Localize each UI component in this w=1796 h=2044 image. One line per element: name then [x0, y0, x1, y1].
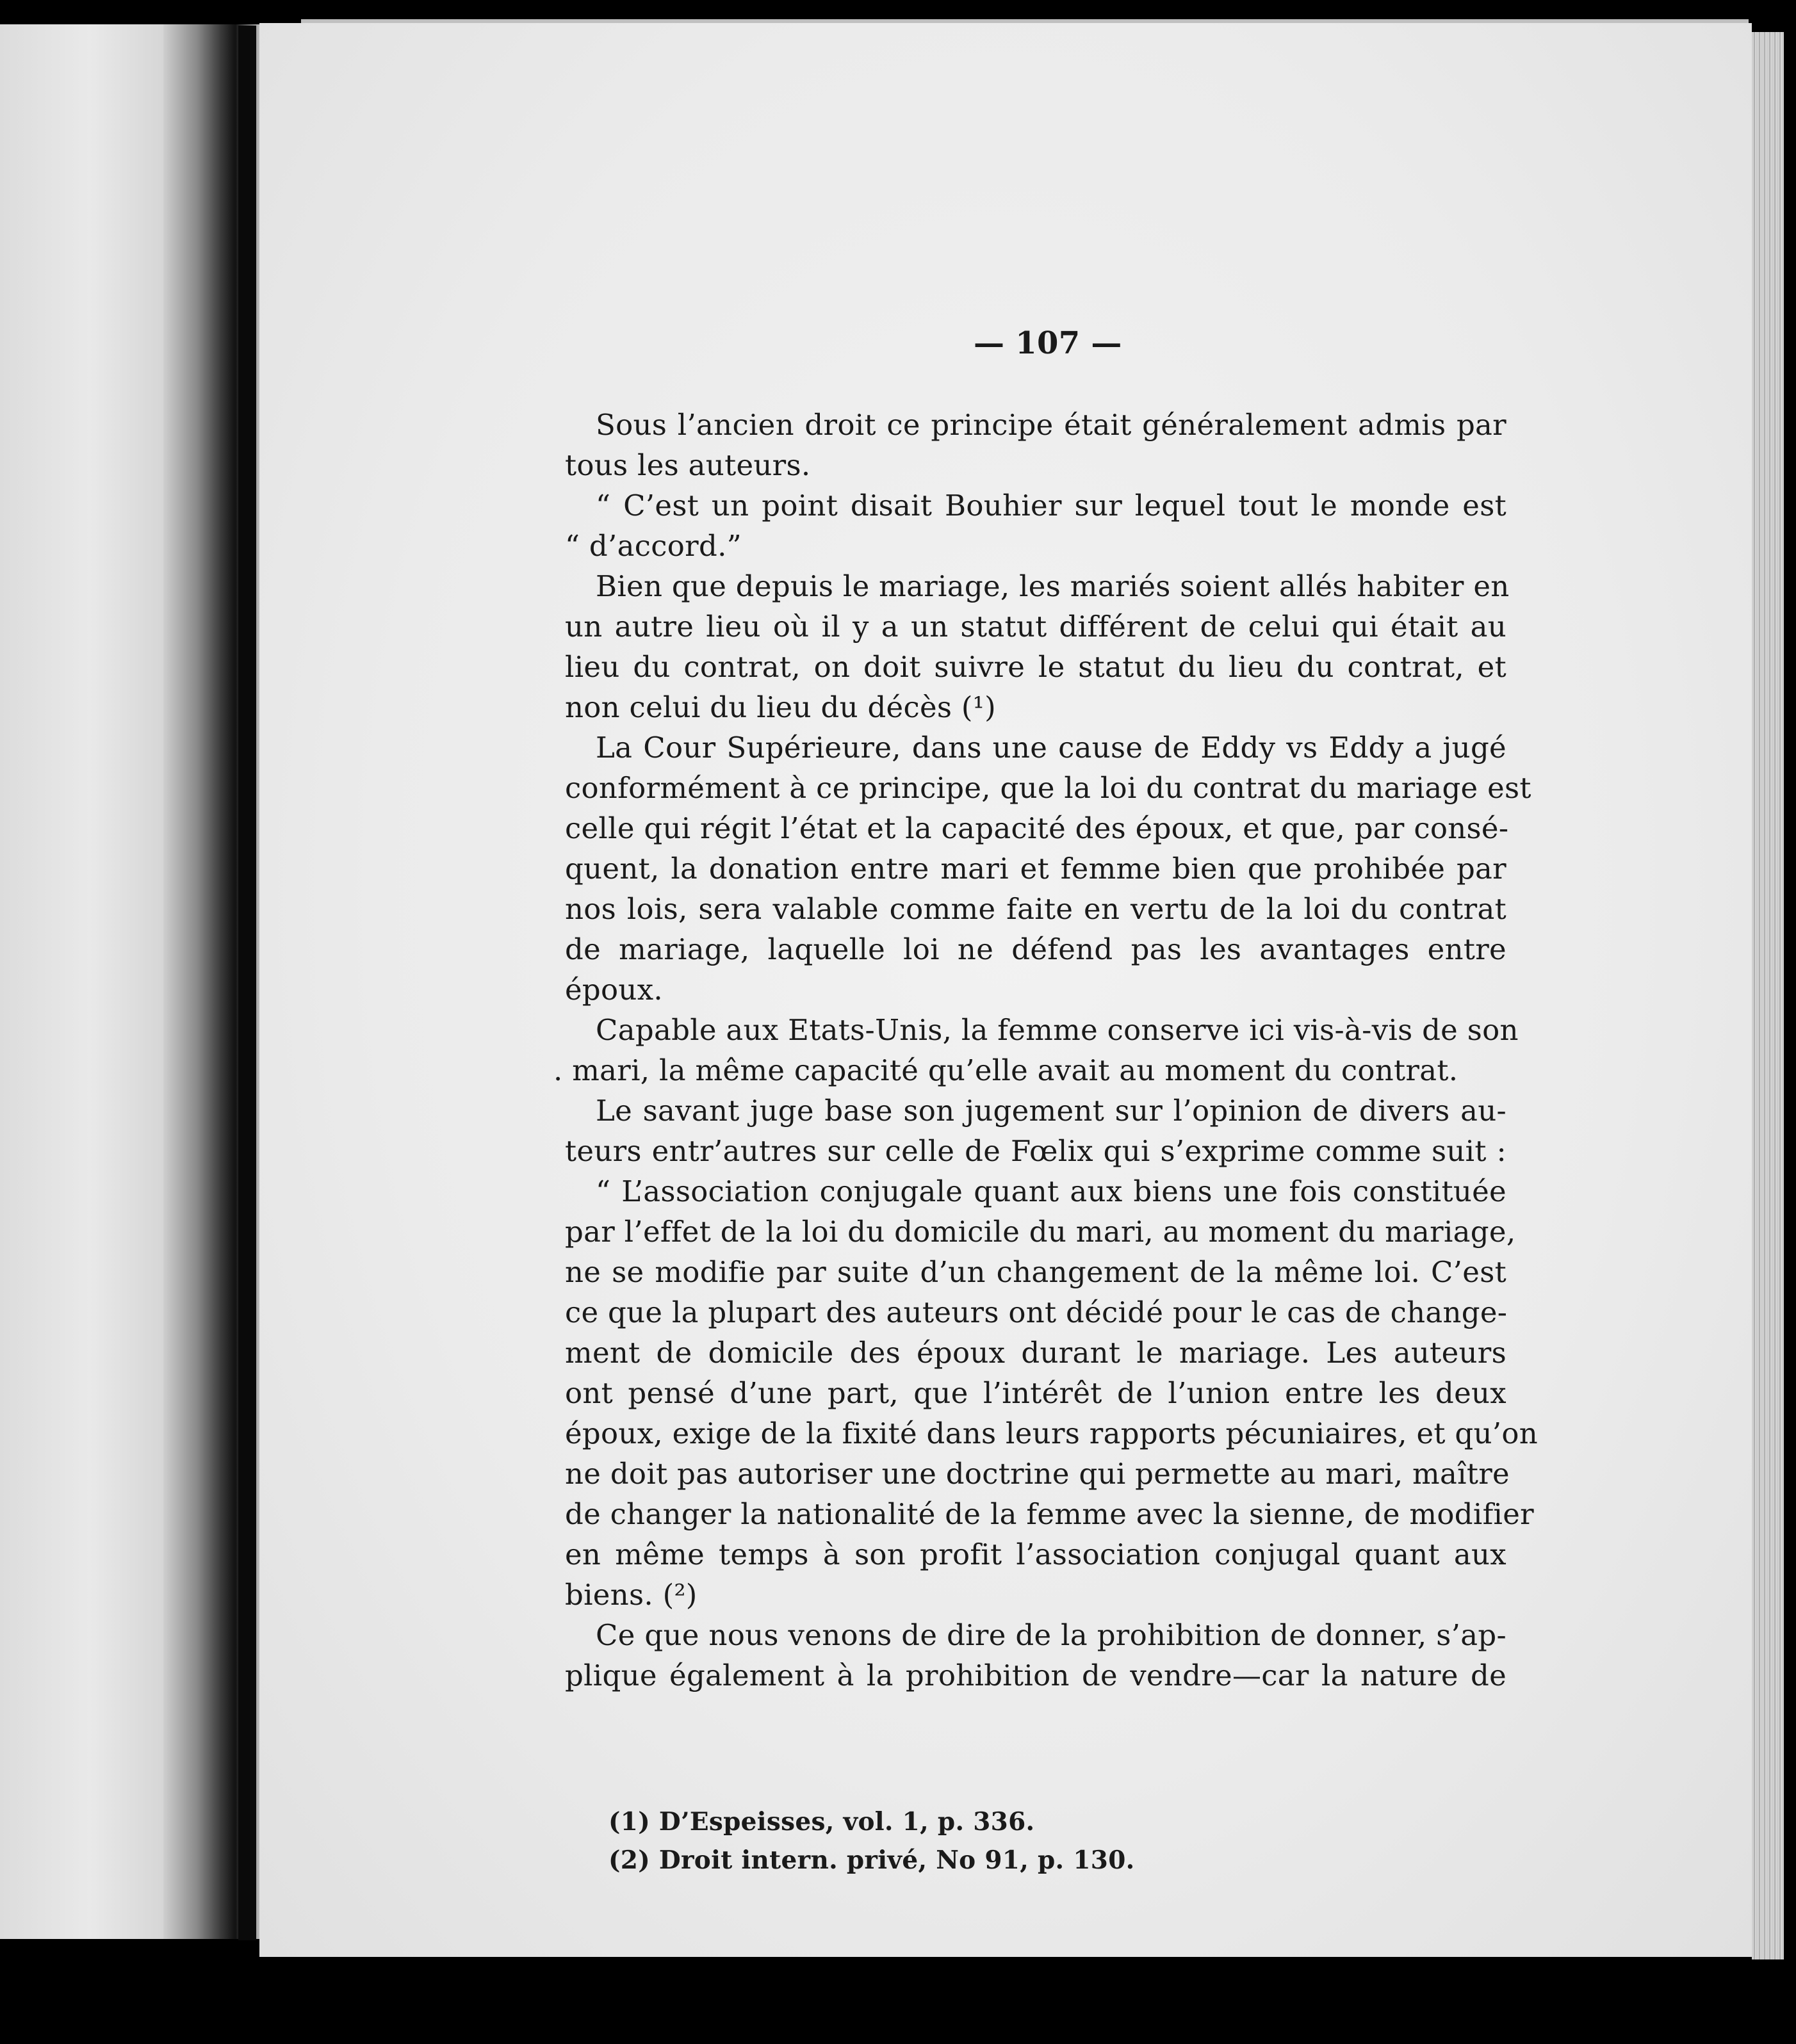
body-line: teurs entr’autres sur celle de Fœlix qui s’exprime comme suit : — [565, 1134, 1506, 1168]
body-line: ne se modifie par suite d’un changement de la même loi. C’est — [565, 1255, 1506, 1289]
body-line: plique également à la prohibition de vendre—car la nature de — [565, 1659, 1506, 1692]
body-line: par l’effet de la loi du domicile du mari, au moment du mariage, — [565, 1215, 1516, 1249]
body-line: ce que la plupart des auteurs ont décidé pour le cas de change- — [565, 1295, 1508, 1329]
body-line: “ d’accord.” — [565, 529, 742, 563]
body-line: époux. — [565, 973, 663, 1007]
body-line: époux, exige de la fixité dans leurs rapports pécuniaires, et qu’on — [565, 1416, 1539, 1450]
body-line: quent, la donation entre mari et femme bien que prohibée par — [565, 852, 1506, 886]
left-blank-page — [0, 24, 163, 1939]
body-line: Bien que depuis le mariage, les mariés soient allés habiter en — [596, 569, 1510, 603]
body-line: ment de domicile des époux durant le mariage. Les auteurs — [565, 1336, 1506, 1370]
body-line: ont pensé d’une part, que l’intérêt de l’union entre les deux — [565, 1376, 1506, 1410]
spine-shadow — [238, 26, 256, 1940]
body-line: de mariage, laquelle loi ne défend pas les avantages entre — [565, 932, 1506, 966]
body-line: de changer la nationalité de la femme avec la sienne, de modifier — [565, 1497, 1534, 1531]
body-line: non celui du lieu du décès (¹) — [565, 690, 996, 724]
footnotes — [608, 1803, 1135, 1879]
body-line: tous les auteurs. — [565, 448, 811, 482]
footnote: (2) Droit intern. privé, No 91, p. 130. — [608, 1845, 1135, 1875]
body-line: Ce que nous venons de dire de la prohibition de donner, s’ap- — [596, 1618, 1506, 1652]
page-number: — 107 — — [974, 325, 1122, 361]
body-text — [553, 405, 1539, 1696]
body-line: La Cour Supérieure, dans une cause de Eddy vs Eddy a jugé — [596, 731, 1506, 765]
body-line: conformément à ce principe, que la loi du contrat du mariage est — [565, 771, 1531, 805]
body-line: “ C’est un point disait Bouhier sur lequel tout le monde est — [596, 489, 1506, 523]
body-line: Le savant juge base son jugement sur l’opinion de divers au- — [596, 1094, 1506, 1128]
body-line: celle qui régit l’état et la capacité des époux, et que, par consé- — [565, 811, 1509, 845]
body-line: lieu du contrat, on doit suivre le statut du lieu du contrat, et — [565, 650, 1506, 684]
body-line: un autre lieu où il y a un statut différent de celui qui était au — [565, 610, 1506, 644]
body-line: biens. (²) — [565, 1578, 698, 1612]
body-line: Capable aux Etats-Unis, la femme conserve ici vis-à-vis de son — [596, 1013, 1519, 1047]
body-line: Sous l’ancien droit ce principe était généralement admis par — [596, 408, 1506, 442]
right-page-edges — [1752, 32, 1784, 1959]
body-line: en même temps à son profit l’association conjugal quant aux — [565, 1537, 1506, 1571]
body-line: nos lois, sera valable comme faite en vertu de la loi du contrat — [565, 892, 1506, 926]
body-line: . mari, la même capacité qu’elle avait au moment du contrat. — [553, 1053, 1458, 1087]
body-line: “ L’association conjugale quant aux biens une fois constituée — [596, 1174, 1506, 1208]
body-line: ne doit pas autoriser une doctrine qui permette au mari, maître — [565, 1457, 1510, 1491]
footnote: (1) D’Espeisses, vol. 1, p. 336. — [608, 1807, 1035, 1837]
